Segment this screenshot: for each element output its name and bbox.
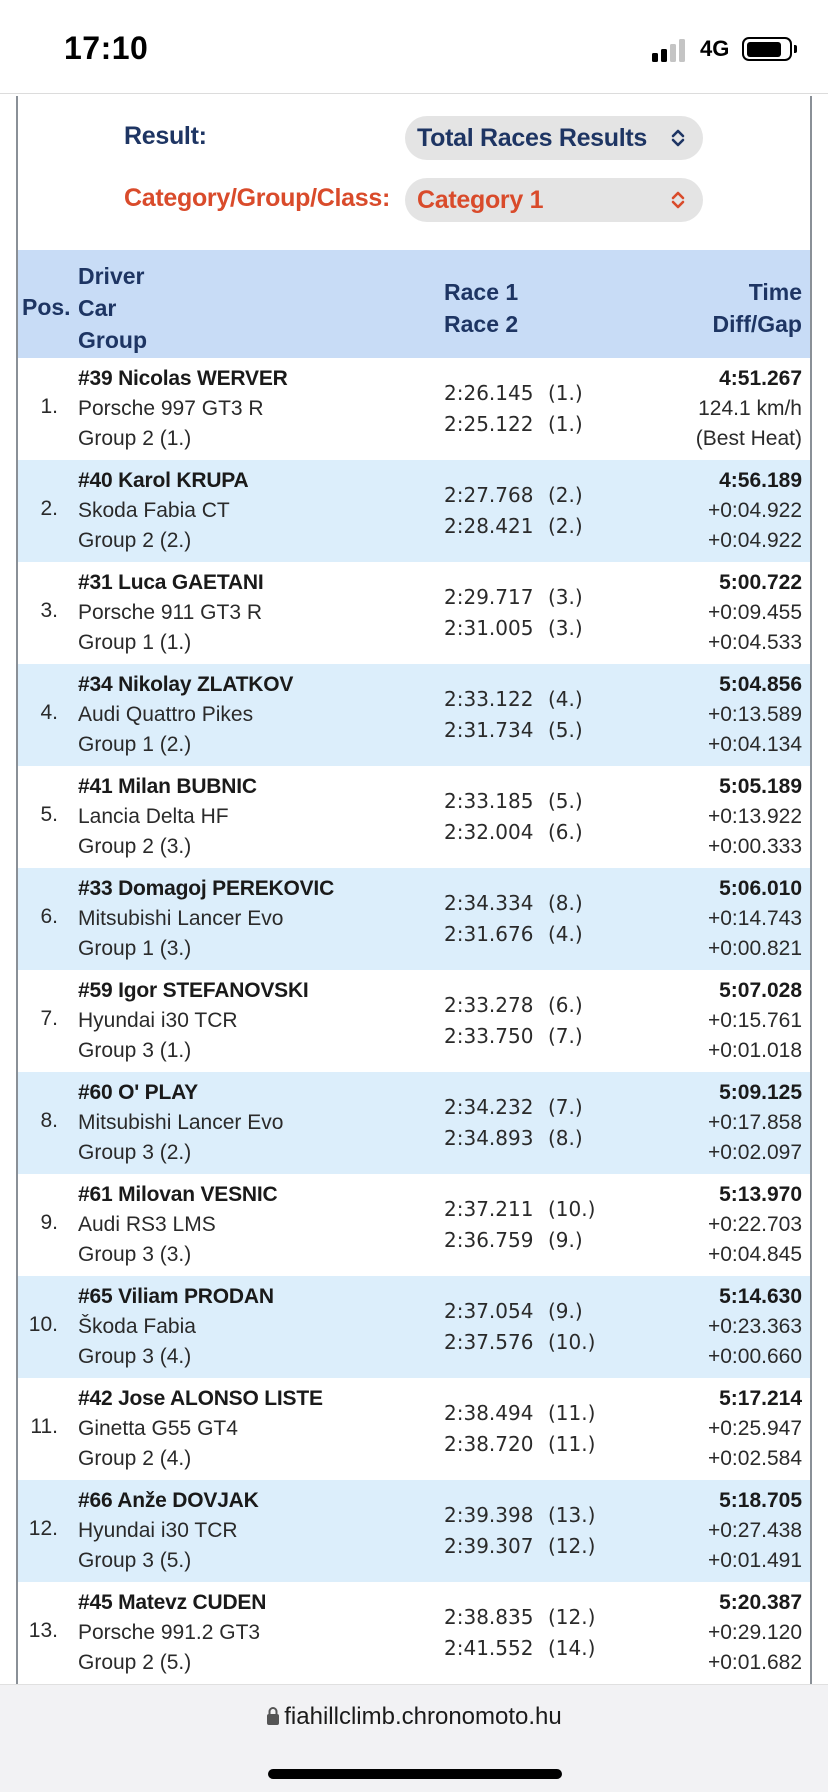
row-total-time <box>708 466 802 556</box>
row-car: Mitsubishi Lancer Evo <box>78 907 284 930</box>
result-select[interactable] <box>405 116 703 160</box>
row-total-time <box>708 772 802 862</box>
row-race-times <box>444 378 583 439</box>
row-race-times <box>444 480 583 541</box>
row-race1-rank: (12.) <box>548 1605 596 1629</box>
row-race1-time: 2:33.185 <box>444 789 534 813</box>
row-group: Group 3 (3.) <box>78 1243 192 1266</box>
row-race1-rank: (10.) <box>548 1197 596 1221</box>
row-gap: +0:02.097 <box>707 1141 802 1164</box>
row-car: Porsche 911 GT3 R <box>78 601 263 624</box>
row-race2-rank: (14.) <box>548 1635 596 1660</box>
row-car: Audi RS3 LMS <box>78 1213 216 1236</box>
row-race2-rank: (7.) <box>548 1023 583 1048</box>
row-race2-time: 2:36.759 <box>444 1227 534 1252</box>
status-bar <box>0 0 828 94</box>
category-label: Category/Group/Class: <box>124 184 390 212</box>
row-gap: +0:01.018 <box>707 1039 802 1062</box>
row-total: 5:18.705 <box>719 1489 802 1512</box>
row-race1-rank: (5.) <box>548 789 583 813</box>
row-diff: +0:14.743 <box>707 907 802 930</box>
results-table-body <box>18 358 810 1684</box>
row-gap: +0:04.922 <box>707 529 802 552</box>
row-diff: +0:04.922 <box>707 499 802 522</box>
url-text: fiahillclimb.chronomoto.hu <box>284 1703 562 1730</box>
row-driver-car-group <box>78 976 309 1066</box>
row-total-time <box>708 874 802 964</box>
header-car: Car <box>78 295 117 321</box>
row-driver: #40 Karol KRUPA <box>78 469 249 492</box>
row-race1-time: 2:33.278 <box>444 993 534 1017</box>
row-race1-time: 2:38.494 <box>444 1401 534 1425</box>
header-race1: Race 1 <box>444 279 519 305</box>
row-group: Group 1 (2.) <box>78 733 192 756</box>
header-time-label: Time <box>748 279 802 305</box>
row-total-time <box>708 1588 802 1678</box>
row-total: 5:06.010 <box>719 877 802 900</box>
row-driver-car-group <box>78 874 334 964</box>
row-driver-car-group <box>78 364 288 454</box>
row-race1-time: 2:39.398 <box>444 1503 534 1527</box>
table-row <box>18 1480 810 1582</box>
row-position: 11. <box>30 1415 58 1438</box>
row-total: 5:04.856 <box>719 673 802 696</box>
header-race2: Race 2 <box>444 311 519 337</box>
row-race-times <box>444 1398 595 1459</box>
row-diff: +0:09.455 <box>707 601 802 624</box>
row-race-times <box>444 684 583 745</box>
home-indicator[interactable] <box>268 1769 562 1779</box>
row-race2-rank: (3.) <box>548 615 583 640</box>
row-total-time <box>708 1384 802 1474</box>
row-diff: +0:25.947 <box>707 1417 802 1440</box>
network-type: 4G <box>700 36 730 61</box>
row-total-time <box>708 1078 802 1168</box>
url-display[interactable] <box>0 1703 828 1731</box>
row-gap: +0:04.845 <box>707 1243 802 1266</box>
row-position: 13. <box>28 1619 58 1642</box>
row-position: 10. <box>28 1313 58 1336</box>
row-driver: #45 Matevz CUDEN <box>78 1591 267 1614</box>
row-driver-car-group <box>78 670 293 760</box>
row-race1-rank: (11.) <box>548 1401 596 1425</box>
header-diff-gap: Diff/Gap <box>712 311 802 337</box>
row-race2-rank: (5.) <box>548 717 583 742</box>
row-race1-time: 2:29.717 <box>444 585 534 609</box>
row-total: 5:05.189 <box>719 775 802 798</box>
row-driver-car-group <box>78 1282 274 1372</box>
row-total-time <box>708 568 802 658</box>
row-group: Group 2 (3.) <box>78 835 192 858</box>
row-group: Group 2 (5.) <box>78 1651 192 1674</box>
row-position: 12. <box>28 1517 58 1540</box>
row-total: 5:13.970 <box>719 1183 802 1206</box>
filters-panel <box>18 96 810 250</box>
row-driver-car-group <box>78 1078 283 1168</box>
row-race1-rank: (8.) <box>548 891 583 915</box>
row-total: 5:09.125 <box>719 1081 802 1104</box>
table-row <box>18 460 810 562</box>
row-race1-time: 2:37.211 <box>444 1197 534 1221</box>
row-race2-rank: (8.) <box>548 1125 583 1150</box>
row-race-times <box>444 990 583 1051</box>
row-diff: +0:22.703 <box>707 1213 802 1236</box>
row-race-times <box>444 1500 595 1561</box>
row-race2-rank: (4.) <box>548 921 583 946</box>
header-races <box>444 276 518 340</box>
row-race2-time: 2:34.893 <box>444 1125 534 1150</box>
row-diff: +0:13.589 <box>707 703 802 726</box>
row-car: Ginetta G55 GT4 <box>78 1417 238 1440</box>
row-driver: #31 Luca GAETANI <box>78 571 264 594</box>
row-gap: +0:00.333 <box>707 835 802 858</box>
row-total: 4:56.189 <box>719 469 802 492</box>
row-group: Group 3 (1.) <box>78 1039 192 1062</box>
row-race-times <box>444 1296 595 1357</box>
row-driver: #61 Milovan VESNIC <box>78 1183 278 1206</box>
row-race2-time: 2:38.720 <box>444 1431 534 1456</box>
row-race1-time: 2:34.232 <box>444 1095 534 1119</box>
row-total-time <box>708 670 802 760</box>
table-row <box>18 562 810 664</box>
row-group: Group 2 (2.) <box>78 529 192 552</box>
row-driver-car-group <box>78 1486 259 1576</box>
row-gap: +0:01.491 <box>707 1549 802 1572</box>
row-group: Group 2 (1.) <box>78 427 192 450</box>
header-time <box>713 276 802 340</box>
row-driver: #66 Anže DOVJAK <box>78 1489 259 1512</box>
row-position: 3. <box>40 599 58 622</box>
row-race2-rank: (9.) <box>548 1227 583 1252</box>
row-race2-time: 2:37.576 <box>444 1329 534 1354</box>
row-group: Group 3 (5.) <box>78 1549 192 1572</box>
row-car: Hyundai i30 TCR <box>78 1519 238 1542</box>
row-position: 5. <box>40 803 58 826</box>
row-group: Group 1 (3.) <box>78 937 192 960</box>
header-group: Group <box>78 327 147 353</box>
row-race1-time: 2:33.122 <box>444 687 534 711</box>
row-car: Porsche 991.2 GT3 <box>78 1621 261 1644</box>
row-driver: #42 Jose ALONSO LISTE <box>78 1387 323 1410</box>
table-row <box>18 1582 810 1684</box>
header-driver-car-group <box>78 260 147 356</box>
row-race-times <box>444 1194 595 1255</box>
row-race2-time: 2:28.421 <box>444 513 534 538</box>
row-race2-rank: (6.) <box>548 819 583 844</box>
row-group: Group 3 (4.) <box>78 1345 192 1368</box>
row-race1-rank: (1.) <box>548 381 583 405</box>
row-car: Škoda Fabia <box>78 1315 196 1338</box>
row-group: Group 2 (4.) <box>78 1447 192 1470</box>
row-driver-car-group <box>78 1588 266 1678</box>
row-driver: #65 Viliam PRODAN <box>78 1285 274 1308</box>
row-gap: +0:04.533 <box>707 631 802 654</box>
row-driver: #41 Milan BUBNIC <box>78 775 257 798</box>
lock-icon <box>266 1706 280 1726</box>
table-row <box>18 1378 810 1480</box>
row-diff: 124.1 km/h <box>698 397 802 420</box>
row-car: Porsche 997 GT3 R <box>78 397 264 420</box>
row-race2-time: 2:31.676 <box>444 921 534 946</box>
header-pos: Pos. <box>22 294 71 320</box>
browser-url-bar[interactable] <box>0 1684 828 1792</box>
row-diff: +0:27.438 <box>707 1519 802 1542</box>
row-race1-rank: (4.) <box>548 687 583 711</box>
row-driver: #33 Domagoj PEREKOVIC <box>78 877 335 900</box>
category-select-value: Category 1 <box>417 185 544 214</box>
chevron-up-down-icon <box>667 127 689 149</box>
table-row <box>18 868 810 970</box>
row-total: 5:00.722 <box>719 571 802 594</box>
row-race1-rank: (2.) <box>548 483 583 507</box>
row-position: 7. <box>40 1007 58 1030</box>
row-total-time <box>696 364 802 454</box>
row-race1-time: 2:27.768 <box>444 483 534 507</box>
row-diff: +0:29.120 <box>707 1621 802 1644</box>
row-race2-time: 2:32.004 <box>444 819 534 844</box>
row-race1-time: 2:38.835 <box>444 1605 534 1629</box>
row-race2-rank: (2.) <box>548 513 583 538</box>
row-race-times <box>444 786 583 847</box>
row-race1-time: 2:34.334 <box>444 891 534 915</box>
row-race2-rank: (12.) <box>548 1533 596 1558</box>
row-position: 4. <box>40 701 58 724</box>
row-position: 6. <box>40 905 58 928</box>
row-driver: #39 Nicolas WERVER <box>78 367 288 390</box>
row-position: 1. <box>40 395 58 418</box>
results-table-header <box>18 250 810 358</box>
results-page <box>16 96 812 1684</box>
row-race1-rank: (6.) <box>548 993 583 1017</box>
row-gap: +0:00.660 <box>707 1345 802 1368</box>
row-position: 8. <box>40 1109 58 1132</box>
row-position: 2. <box>40 497 58 520</box>
row-driver: #60 O' PLAY <box>78 1081 198 1104</box>
row-race1-rank: (9.) <box>548 1299 583 1323</box>
row-total: 4:51.267 <box>719 367 802 390</box>
row-car: Skoda Fabia CT <box>78 499 230 522</box>
row-diff: +0:15.761 <box>707 1009 802 1032</box>
header-driver: Driver <box>78 263 145 289</box>
row-gap: (Best Heat) <box>695 427 802 450</box>
row-race1-rank: (3.) <box>548 585 583 609</box>
row-gap: +0:00.821 <box>707 937 802 960</box>
row-car: Audi Quattro Pikes <box>78 703 254 726</box>
row-race2-time: 2:31.734 <box>444 717 534 742</box>
row-car: Lancia Delta HF <box>78 805 229 828</box>
row-race1-rank: (13.) <box>548 1503 596 1527</box>
row-race2-rank: (1.) <box>548 411 583 436</box>
row-race-times <box>444 1092 583 1153</box>
table-row <box>18 1174 810 1276</box>
row-race-times <box>444 1602 595 1663</box>
table-row <box>18 664 810 766</box>
row-car: Hyundai i30 TCR <box>78 1009 238 1032</box>
row-total-time <box>708 1486 802 1576</box>
result-label: Result: <box>124 122 207 150</box>
row-total-time <box>708 1180 802 1270</box>
row-diff: +0:17.858 <box>707 1111 802 1134</box>
table-row <box>18 358 810 460</box>
row-group: Group 3 (2.) <box>78 1141 192 1164</box>
row-driver-car-group <box>78 1384 323 1474</box>
status-time: 17:10 <box>64 30 149 66</box>
row-driver-car-group <box>78 568 263 658</box>
row-total: 5:20.387 <box>719 1591 802 1614</box>
row-race2-time: 2:41.552 <box>444 1635 534 1660</box>
row-total: 5:17.214 <box>719 1387 802 1410</box>
row-race-times <box>444 888 583 949</box>
row-position: 9. <box>40 1211 58 1234</box>
row-group: Group 1 (1.) <box>78 631 192 654</box>
table-row <box>18 970 810 1072</box>
row-total-time <box>708 1282 802 1372</box>
row-race-times <box>444 582 583 643</box>
row-driver-car-group <box>78 466 249 556</box>
result-select-value: Total Races Results <box>417 123 648 152</box>
cellular-signal-icon <box>652 38 692 62</box>
row-race1-time: 2:26.145 <box>444 381 534 405</box>
row-diff: +0:23.363 <box>707 1315 802 1338</box>
row-race2-time: 2:33.750 <box>444 1023 534 1048</box>
row-race2-time: 2:31.005 <box>444 615 534 640</box>
row-gap: +0:02.584 <box>707 1447 802 1470</box>
row-gap: +0:04.134 <box>707 733 802 756</box>
row-race2-time: 2:39.307 <box>444 1533 534 1558</box>
row-race2-rank: (10.) <box>548 1329 596 1354</box>
chevron-up-down-icon <box>667 189 689 211</box>
row-driver: #59 Igor STEFANOVSKI <box>78 979 309 1002</box>
row-driver-car-group <box>78 1180 277 1270</box>
table-row <box>18 766 810 868</box>
row-total-time <box>708 976 802 1066</box>
row-race2-time: 2:25.122 <box>444 411 534 436</box>
category-select[interactable] <box>405 178 703 222</box>
row-diff: +0:13.922 <box>707 805 802 828</box>
table-row <box>18 1072 810 1174</box>
row-gap: +0:01.682 <box>707 1651 802 1674</box>
row-total: 5:14.630 <box>719 1285 802 1308</box>
row-race1-time: 2:37.054 <box>444 1299 534 1323</box>
table-row <box>18 1276 810 1378</box>
row-race1-rank: (7.) <box>548 1095 583 1119</box>
row-car: Mitsubishi Lancer Evo <box>78 1111 284 1134</box>
row-driver-car-group <box>78 772 257 862</box>
row-total: 5:07.028 <box>719 979 802 1002</box>
row-race2-rank: (11.) <box>548 1431 596 1456</box>
battery-icon <box>742 37 792 61</box>
row-driver: #34 Nikolay ZLATKOV <box>78 673 294 696</box>
